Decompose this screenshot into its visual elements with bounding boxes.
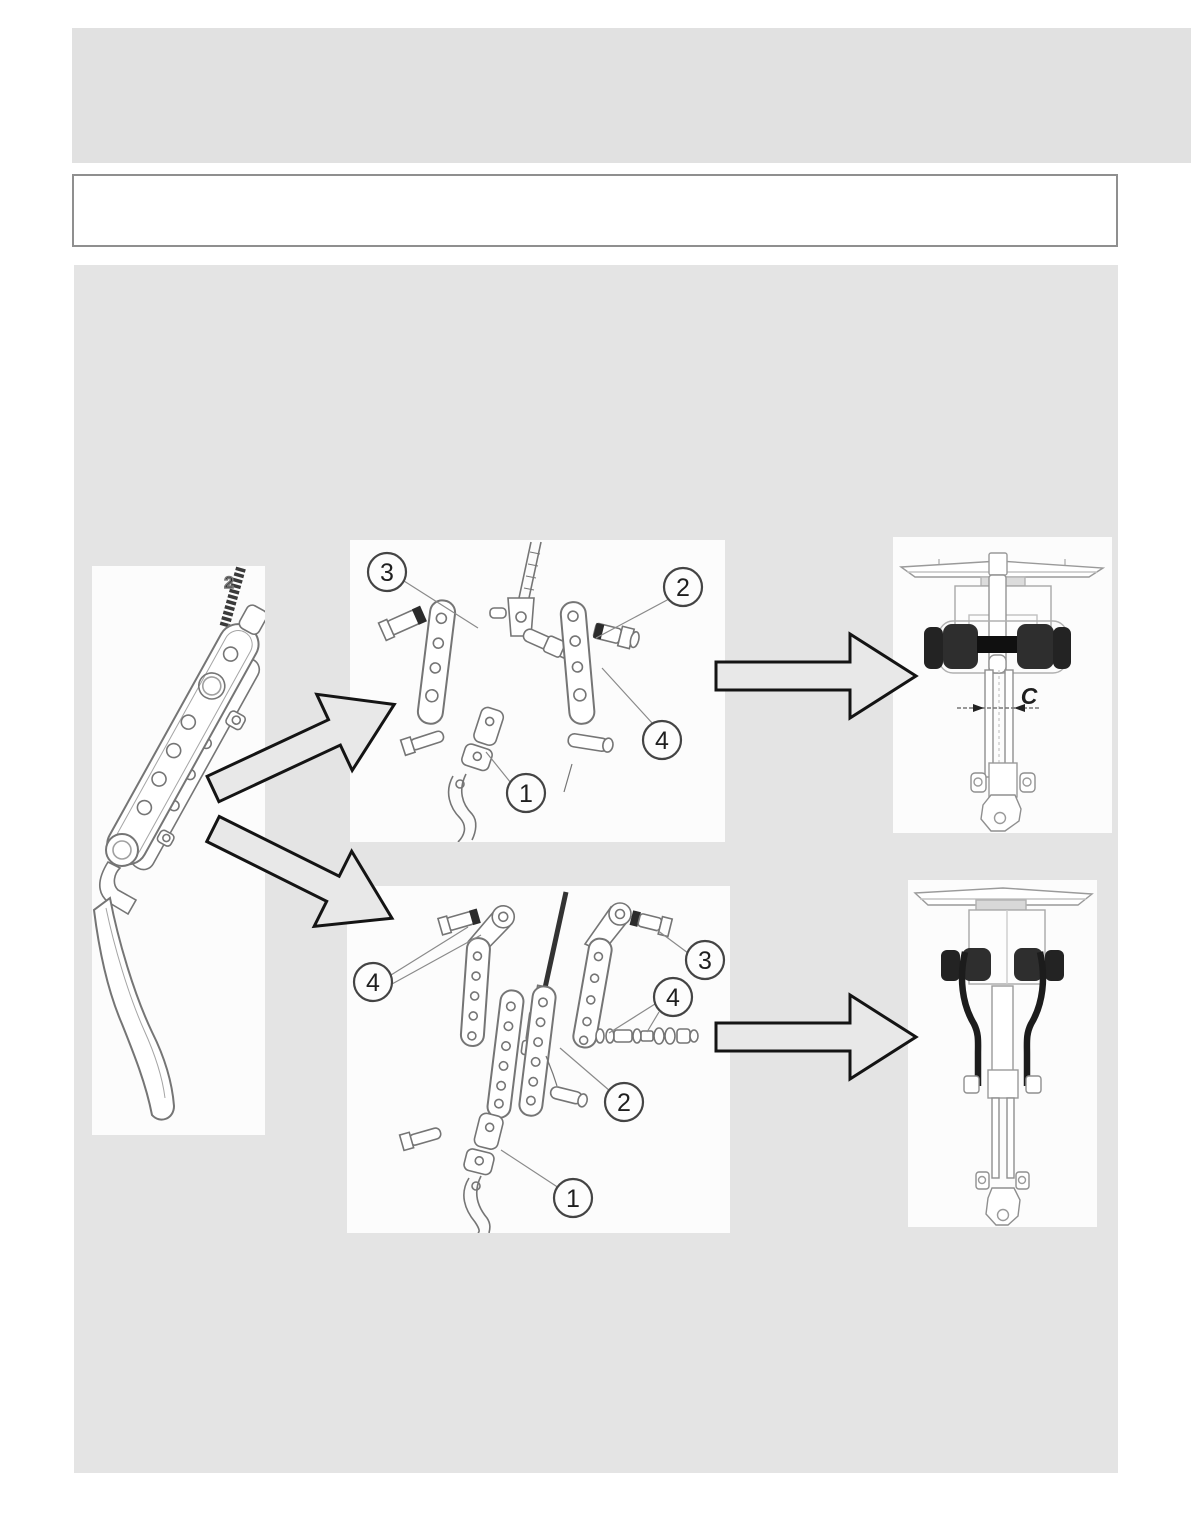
callouts — [368, 553, 702, 812]
callout-label-1: 1 — [519, 780, 533, 808]
left-bolt — [438, 908, 481, 935]
lever-panel — [92, 566, 265, 1135]
callout-label-4-left: 4 — [366, 969, 380, 997]
assembled-view-bottom-panel — [908, 880, 1097, 1227]
right-bolt — [629, 909, 672, 936]
wavy-lever-end — [464, 1176, 490, 1233]
callout-label-2: 2 — [617, 1089, 631, 1117]
exploded-view-bottom-panel — [347, 886, 730, 1233]
cable-callout-2: 2 — [224, 573, 234, 592]
inner-left-plate — [486, 989, 524, 1119]
header-banner — [72, 28, 1191, 163]
callout-label-4: 4 — [655, 727, 669, 755]
right-link-plate — [560, 601, 596, 725]
note-box — [72, 174, 1118, 247]
clamp-bracket — [463, 1111, 505, 1176]
washer-chain — [596, 1028, 698, 1044]
cross-pin — [567, 732, 614, 753]
assembled-bottom-drawing — [908, 880, 1097, 1227]
lever-drawing — [92, 566, 265, 1135]
small-bolt — [400, 1124, 443, 1150]
lever-handle — [94, 862, 174, 1120]
exploded-top-drawing — [350, 540, 725, 842]
exploded-bottom-drawing — [347, 886, 730, 1233]
callout-label-3: 3 — [698, 947, 712, 975]
callout-label-1: 1 — [566, 1185, 580, 1213]
dimension-label-c: C — [1020, 683, 1038, 709]
small-bolt — [401, 727, 446, 755]
clevis-pins — [971, 763, 1035, 797]
shaft — [992, 1098, 1014, 1178]
fork-end — [986, 1188, 1020, 1225]
pin-axis-line — [564, 764, 572, 792]
lever-pivot — [106, 834, 138, 866]
outer-right-link — [572, 903, 631, 1049]
mount-plate — [915, 888, 1092, 911]
fork-end — [981, 795, 1021, 831]
shaft — [985, 670, 1013, 777]
left-bolt — [379, 605, 428, 641]
right-bolt-with-nut — [592, 620, 641, 650]
assembled-view-top-panel — [893, 537, 1112, 833]
exploded-view-top-panel — [350, 540, 725, 842]
threaded-rod-and-clevis — [490, 542, 541, 636]
callout-label-4-right: 4 — [666, 984, 680, 1012]
callout-label-3: 3 — [380, 559, 394, 587]
callout-label-2: 2 — [676, 574, 690, 602]
cross-pin — [546, 1056, 589, 1108]
wavy-lever-end — [449, 774, 476, 842]
assembled-top-drawing — [893, 537, 1112, 833]
clamp-bracket — [460, 704, 506, 772]
clevis-pins — [976, 1172, 1029, 1189]
